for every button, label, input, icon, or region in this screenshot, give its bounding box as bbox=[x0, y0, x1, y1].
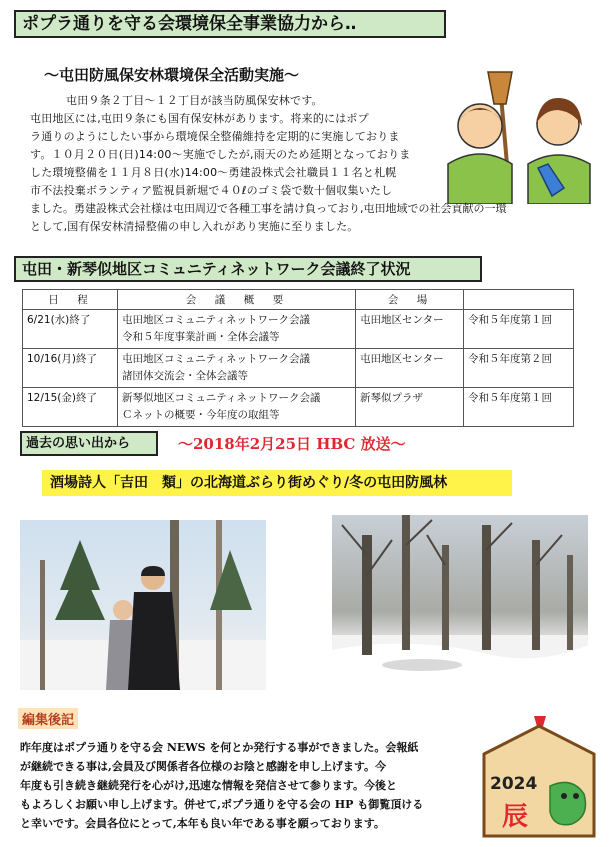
table-row bbox=[23, 349, 574, 388]
row-summary bbox=[118, 310, 356, 349]
program-title: 酒場詩人「吉田 類」の北海道ぶらり街めぐり/冬の屯田防風林 bbox=[42, 470, 512, 496]
section1-line-3: ラ通りのようにしたい事から環境保全整備維持を定期的に実施しておりま bbox=[30, 130, 400, 143]
row-note: 令和５年度第２回 bbox=[464, 349, 574, 388]
postscript-body bbox=[20, 738, 490, 833]
summary-line: 新琴似地区コミュニティネットワーク会議 bbox=[122, 392, 321, 404]
table-header-row bbox=[23, 290, 574, 310]
meeting-schedule-table bbox=[22, 289, 574, 427]
header-venue: 会 場 bbox=[356, 290, 464, 310]
row-venue: 屯田地区センター bbox=[356, 310, 464, 349]
summary-line: 屯田地区コミュニティネットワーク会議 bbox=[122, 353, 310, 365]
table-row bbox=[23, 388, 574, 427]
postscript-line-2: が継続できる事は,会員及び関係者各位様のお陰と感謝を申し上げます。今 bbox=[20, 760, 386, 773]
ema-plaque bbox=[480, 712, 598, 840]
header-summary: 会 議 概 要 bbox=[118, 290, 356, 310]
summary-line: Ｃネットの概要・今年度の取組等 bbox=[122, 409, 280, 421]
postscript-title: 編集後記 bbox=[18, 708, 78, 729]
table-row bbox=[23, 310, 574, 349]
row-date: 12/15(金)終了 bbox=[23, 388, 118, 427]
broadcast-date: ～2018年2月25日 HBC 放送～ bbox=[178, 435, 406, 453]
section1-line-6: 市不法投棄ボランティア監視員新堀で４０ℓのゴミ袋で数十個収集いたし bbox=[30, 184, 393, 197]
ema-year: 2024 bbox=[490, 774, 538, 794]
section-subtitle: ～屯田防風保安林環境保全活動実施～ bbox=[44, 66, 300, 84]
section1-line-8: として,国有保安林清掃整備の申し入れがあり実施に至りました。 bbox=[30, 220, 359, 233]
postscript-line-3: 年度も引き続き継続発行を心がけ,迅速な情報を発信させて参ります。今後と bbox=[20, 779, 397, 792]
row-note: 令和５年度第１回 bbox=[464, 310, 574, 349]
row-summary bbox=[118, 388, 356, 427]
row-summary bbox=[118, 349, 356, 388]
memories-title: 過去の思い出から bbox=[20, 431, 158, 456]
ema-zodiac: 辰 bbox=[502, 802, 529, 832]
row-venue: 新琴似プラザ bbox=[356, 388, 464, 427]
page-title: ポプラ通りを守る会環境保全事業協力から‥ bbox=[14, 10, 446, 38]
row-date: 10/16(月)終了 bbox=[23, 349, 118, 388]
header-note bbox=[464, 290, 574, 310]
postscript-line-4: もよろしくお願い申し上げます。併せて,ポプラ通りを守る会の HP も御覧頂ける bbox=[20, 798, 424, 811]
summary-line: 屯田地区コミュニティネットワーク会議 bbox=[122, 314, 310, 326]
summary-line: 諸団体交流会・全体会議等 bbox=[122, 370, 248, 382]
section1-line-5: した環境整備を１１月８日(水)14:00～勇建設株式会社職員１１名と札幌 bbox=[30, 166, 397, 179]
row-note: 令和５年度第１回 bbox=[464, 388, 574, 427]
row-date: 6/21(水)終了 bbox=[23, 310, 118, 349]
meeting-status-title: 屯田・新琴似地区コミュニティネットワーク会議終了状況 bbox=[14, 256, 482, 282]
section1-line-1: 屯田９条２丁目～１２丁目が該当防風保安林です。 bbox=[66, 94, 323, 107]
postscript-line-1: 昨年度はポプラ通りを守る会 NEWS を何とか発行する事ができました。会報紙 bbox=[20, 741, 419, 754]
header-date: 日 程 bbox=[23, 290, 118, 310]
section1-line-7: ました。勇建設株式会社様は屯田周辺で各種工事を請け負っており,屯田地域での社会貢献の一環 bbox=[30, 202, 507, 215]
section1-line-4: す。１０月２０日(日)14:00～実施でしたが,雨天のため延期となっておりま bbox=[30, 148, 411, 161]
summary-line: 令和５年度事業計画・全体会議等 bbox=[122, 331, 280, 343]
volunteers-illustration bbox=[440, 64, 600, 204]
row-venue: 屯田地区センター bbox=[356, 349, 464, 388]
postscript-line-5: と幸いです。会員各位にとって,本年も良い年である事を願っております。 bbox=[20, 817, 385, 830]
section1-line-2: 屯田地区には,屯田９条にも国有保安林があります。将来的にはポプ bbox=[30, 112, 369, 125]
photo-winter-windbreak-forest bbox=[332, 515, 588, 690]
photo-two-people-snow-forest bbox=[20, 520, 266, 690]
